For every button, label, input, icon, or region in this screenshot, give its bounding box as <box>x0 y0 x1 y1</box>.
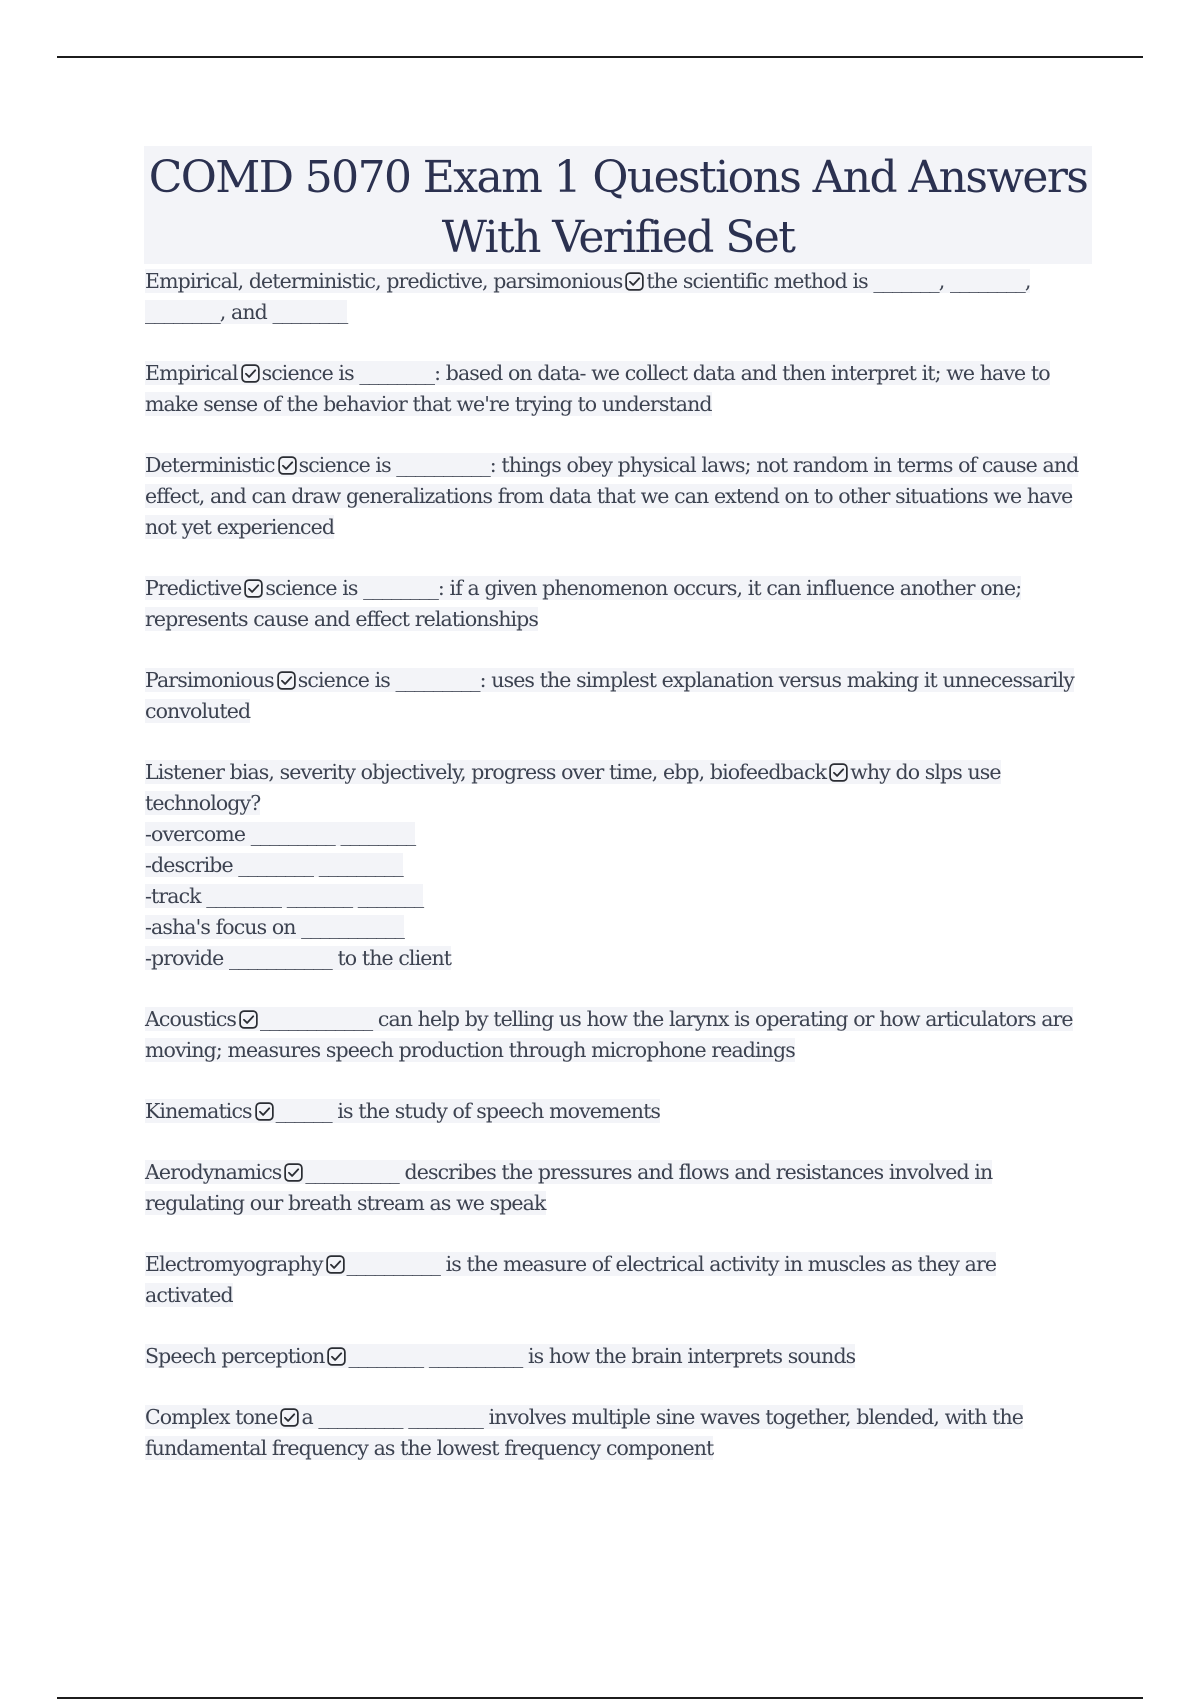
answer-text: Parsimonious <box>145 668 274 692</box>
checkbox-check-icon <box>280 1408 299 1427</box>
question-text: science is _________: uses the simplest explanation versus making it unnecessarily convoluted <box>145 668 1074 723</box>
qa-list <box>145 266 1085 1494</box>
qa-item <box>145 1004 1085 1066</box>
qa-item <box>145 573 1085 635</box>
question-text: __________ is the measure of electrical activity in muscles as they are activated <box>145 1252 997 1307</box>
checkbox-check-icon <box>829 763 848 782</box>
question-text: a _________ ________ involves multiple sine waves together, blended, with the fundamental frequency as the lowest frequency component <box>145 1405 1024 1460</box>
qa-item <box>145 665 1085 727</box>
answer-text: Aerodynamics <box>145 1160 282 1184</box>
checkbox-check-icon <box>326 1255 345 1274</box>
answer-text: Acoustics <box>145 1007 237 1031</box>
answer-text: Complex tone <box>145 1405 278 1429</box>
checkbox-check-icon <box>277 671 296 690</box>
bottom-rule <box>57 1697 1143 1699</box>
question-text: why do slps use technology? <box>145 760 1001 815</box>
question-text: ____________ can help by telling us how the larynx is operating or how articulators are moving; measures speech production through microphone readings <box>145 1007 1073 1062</box>
checkbox-check-icon <box>284 1163 303 1182</box>
qa-item <box>145 1341 1085 1372</box>
checkbox-check-icon <box>239 1010 258 1029</box>
qa-item <box>145 358 1085 420</box>
checkbox-check-icon <box>327 1347 346 1366</box>
prompt-line: -track ________ _______ _______ <box>145 884 424 908</box>
answer-text: Empirical, deterministic, predictive, parsimonious <box>145 269 623 293</box>
qa-item <box>145 1157 1085 1219</box>
answer-text: Predictive <box>145 576 242 600</box>
prompt-line: -overcome _________ ________ <box>145 822 416 846</box>
checkbox-check-icon <box>244 579 263 598</box>
qa-item <box>145 1096 1085 1127</box>
qa-item <box>145 450 1085 543</box>
checkbox-check-icon <box>255 1102 274 1121</box>
prompt-line: -asha's focus on ___________ <box>145 915 405 939</box>
document-title: COMD 5070 Exam 1 Questions And Answers With Verified Set <box>148 152 1088 263</box>
qa-item <box>145 757 1085 974</box>
prompt-line: -describe ________ _________ <box>145 853 403 877</box>
question-text: the scientific method is _______, ________, ________, and ________ <box>145 269 1031 324</box>
answer-text: Listener bias, severity objectively, progress over time, ebp, biofeedback <box>145 760 827 784</box>
checkbox-check-icon <box>241 364 260 383</box>
checkbox-check-icon <box>625 272 644 291</box>
answer-text: Electromyography <box>145 1252 323 1276</box>
qa-item <box>145 266 1085 328</box>
answer-text: Speech perception <box>145 1344 325 1368</box>
qa-item <box>145 1249 1085 1311</box>
question-text: science is ________: if a given phenomenon occurs, it can influence another one; represents cause and effect relationships <box>145 576 1022 631</box>
question-text: __________ describes the pressures and flows and resistances involved in regulating our breath stream as we speak <box>145 1160 993 1215</box>
top-rule <box>57 56 1143 58</box>
question-text: ________ __________ is how the brain interprets sounds <box>348 1344 856 1368</box>
qa-item <box>145 1402 1085 1464</box>
answer-text: Deterministic <box>145 453 275 477</box>
answer-text: Kinematics <box>145 1099 252 1123</box>
question-text: science is __________: things obey physical laws; not random in terms of cause and effect, and can draw generalizations from data that we can extend on to other situations we have not yet experienced <box>145 453 1079 539</box>
checkbox-check-icon <box>278 456 297 475</box>
question-text: ______ is the study of speech movements <box>275 1099 661 1123</box>
prompt-line: -provide ___________ to the client <box>145 946 452 970</box>
answer-text: Empirical <box>145 361 238 385</box>
question-text: science is ________: based on data- we collect data and then interpret it; we have to make sense of the behavior that we're trying to understand <box>145 361 1050 416</box>
